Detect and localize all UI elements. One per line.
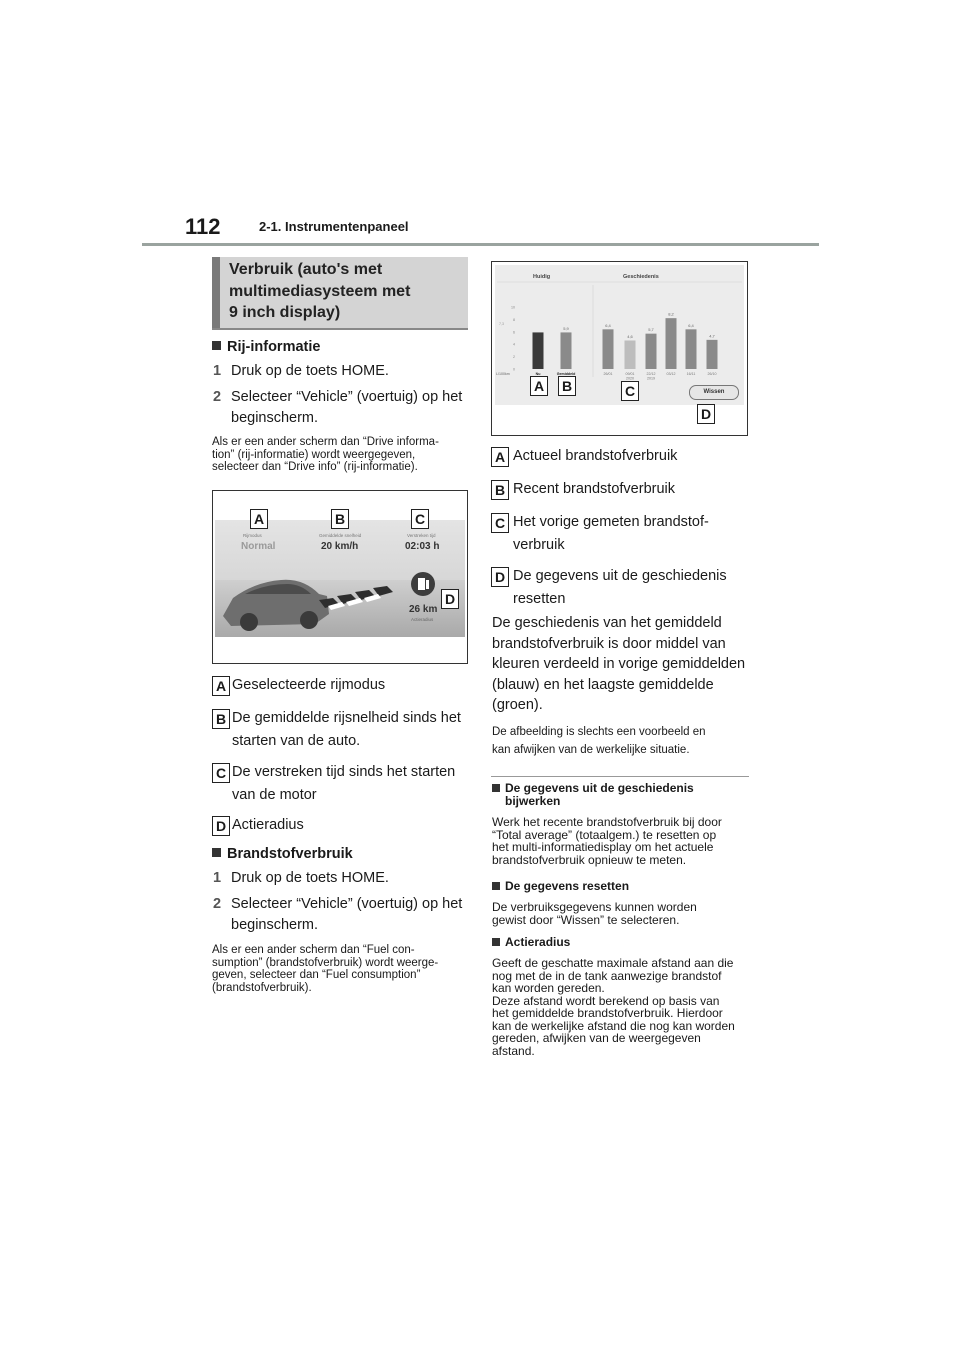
reset-text: De verbruiksgegevens kunnen worden gewist door “Wissen” te selecteren. bbox=[492, 900, 697, 927]
subheading-brandstofverbruik: Brandstofverbruik bbox=[212, 846, 353, 862]
label-badge-d: D bbox=[212, 816, 230, 836]
callout-a: A bbox=[250, 509, 268, 529]
bar-value-label: 6,4 bbox=[688, 322, 694, 328]
step-2: 2 Selecteer “Vehicle” (voertuig) op het bbox=[213, 389, 463, 405]
step-1: 1 Druk op de toets HOME. bbox=[213, 363, 389, 379]
unit-label: L/100km bbox=[496, 372, 510, 376]
subheading-rij-informatie: Rij-informatie bbox=[212, 339, 320, 355]
page-number: 112 bbox=[185, 214, 221, 239]
section-heading bbox=[212, 257, 468, 328]
subheading-reset: De gegevens resetten bbox=[492, 880, 629, 893]
range-text: Geeft de geschatte maximale afstand aan die nog met de in de tank aanwezige brandstof kan worden gereden. Deze afstand wordt berekend op basis van het gemiddelde brandstofverbruik. Hierdoor kan de werkelijke afstand die nog kan worden gereden, afwijken van de weergegeven afstand. bbox=[492, 956, 735, 1058]
mode-caption: Rijmodus bbox=[243, 533, 262, 538]
label-c-text: Het vorige gemeten brandstof- verbruik bbox=[513, 514, 709, 553]
bar bbox=[686, 329, 697, 369]
speed-value: 20 km/h bbox=[321, 541, 359, 552]
example-note: De afbeelding is slechts een voorbeeld en kan afwijken van de werkelijke situatie. bbox=[492, 726, 706, 756]
header-current: Huidig bbox=[533, 274, 551, 280]
avg-label: 7,3 bbox=[499, 322, 504, 327]
label-badge-a: A bbox=[491, 447, 509, 467]
note-text: Als er een ander scherm dan “Drive informa- tion” (rij-informatie) wordt weergegeven, selecteer dan “Drive info” (rij-informatie). bbox=[212, 436, 439, 473]
square-bullet-icon bbox=[212, 341, 221, 350]
x-tick-label: 2020 bbox=[626, 376, 634, 381]
square-bullet-icon bbox=[492, 938, 500, 946]
bar-value-label: 8,2 bbox=[668, 311, 674, 317]
step-2-cont: beginscherm. bbox=[231, 917, 319, 933]
label-d-text: De gegevens uit de geschiedenis resetten bbox=[513, 568, 727, 607]
label-badge-d: D bbox=[491, 567, 509, 587]
step-2: 2 Selecteer “Vehicle” (voertuig) op het bbox=[213, 896, 463, 912]
bar-value-label: 5,7 bbox=[648, 327, 654, 333]
label-c-text: De verstreken tijd sinds het starten van de motor bbox=[232, 764, 456, 803]
x-tick-label: 22/12 bbox=[646, 372, 656, 376]
label-a-text: Actueel brandstofverbruik bbox=[513, 448, 678, 464]
label-d-text: Actieradius bbox=[232, 817, 304, 833]
label-badge-c: C bbox=[212, 763, 230, 783]
heading-underline bbox=[212, 328, 468, 330]
bar bbox=[561, 332, 572, 369]
heading-line: 9 inch display) bbox=[229, 304, 341, 321]
label-a-text: Geselecteerde rijmodus bbox=[232, 677, 386, 693]
heading-line: multimediasysteem met bbox=[229, 282, 411, 300]
wissen-button[interactable]: Wissen bbox=[689, 385, 739, 400]
square-bullet-icon bbox=[492, 882, 500, 890]
label-badge-a: A bbox=[212, 676, 230, 696]
history-paragraph: De geschiedenis van het gemiddeld brandstofverbruik is door middel van kleuren verdeeld in vorige gemiddelden (blauw) en het laagste gemiddelde (groen). bbox=[492, 615, 746, 713]
bar bbox=[625, 340, 636, 369]
section-title: 2-1. Instrumentenpaneel bbox=[259, 219, 409, 234]
note-text: Als er een ander scherm dan “Fuel con- sumption” (brandstofverbruik) wordt weerge- geven, selecteer dan “Fuel consumption” (brandstofverbruik). bbox=[212, 944, 439, 994]
label-badge-b: B bbox=[212, 709, 230, 729]
bar bbox=[603, 329, 614, 369]
update-text: Werk het recente brandstofverbruik bij door “Total average” (totaalgem.) te resetten op het multi-informatiedisplay om het actuele brandstofverbruik opnieuw te meten. bbox=[492, 815, 722, 867]
x-tick-label: 26/01 bbox=[603, 372, 613, 376]
y-tick-label: 6 bbox=[513, 330, 515, 335]
x-tick-label: 16/11 bbox=[686, 372, 696, 376]
subheading-update: De gegevens uit de geschiedenis bijwerken bbox=[492, 782, 694, 808]
bar bbox=[533, 332, 544, 369]
callout-b: B bbox=[331, 509, 349, 529]
callout-b: B bbox=[558, 376, 576, 396]
x-tick-label: 26/10 bbox=[707, 372, 717, 376]
bar bbox=[707, 340, 718, 369]
heading-line: Verbruik (auto's met bbox=[229, 261, 383, 278]
bar-value-label: 5,9 bbox=[563, 325, 569, 331]
y-tick-label: 8 bbox=[513, 317, 515, 322]
y-tick-label: 10 bbox=[511, 305, 515, 310]
callout-d: D bbox=[697, 404, 715, 424]
time-value: 02:03 h bbox=[405, 541, 440, 552]
header-rule bbox=[142, 243, 819, 246]
label-b-text: Recent brandstofverbruik bbox=[513, 481, 675, 497]
time-caption: Verstreken tijd bbox=[407, 533, 436, 538]
step-1: 1 Druk op de toets HOME. bbox=[213, 870, 389, 886]
separator bbox=[491, 776, 749, 777]
drive-info-figure bbox=[212, 490, 468, 664]
x-tick-label: Gemiddeld bbox=[556, 372, 576, 376]
bar bbox=[666, 318, 677, 369]
callout-a: A bbox=[530, 376, 548, 396]
bar-value-label: 4,6 bbox=[627, 333, 633, 339]
header-history: Geschiedenis bbox=[623, 274, 659, 280]
bar-value-label: 6,4 bbox=[605, 322, 611, 328]
callout-c: C bbox=[621, 381, 639, 401]
range-value: 26 km bbox=[409, 604, 438, 615]
mode-value: Normal bbox=[241, 541, 276, 552]
label-badge-c: C bbox=[491, 513, 509, 533]
x-tick-label: 2019 bbox=[647, 376, 655, 381]
bar bbox=[646, 334, 657, 369]
x-tick-label: 03/12 bbox=[666, 372, 676, 376]
square-bullet-icon bbox=[492, 784, 500, 792]
subheading-range: Actieradius bbox=[492, 936, 570, 949]
label-badge-b: B bbox=[491, 480, 509, 500]
y-tick-label: 0 bbox=[513, 367, 515, 372]
step-2-cont: beginscherm. bbox=[231, 410, 319, 426]
label-b-text: De gemiddelde rijsnelheid sinds het starten van de auto. bbox=[232, 710, 461, 749]
fuel-consumption-figure bbox=[491, 261, 748, 436]
y-tick-label: 2 bbox=[513, 355, 515, 360]
callout-d: D bbox=[441, 589, 459, 609]
x-tick-label: Nu bbox=[535, 372, 541, 376]
range-caption: Actieradius bbox=[411, 617, 434, 622]
bar-value-label: 4,7 bbox=[709, 333, 715, 339]
speed-caption: Gemiddelde snelheid bbox=[319, 533, 362, 538]
y-tick-label: 4 bbox=[513, 342, 515, 347]
callout-c: C bbox=[411, 509, 429, 529]
drive-info-screen bbox=[215, 520, 465, 637]
x-tick-label: 09/01 bbox=[625, 372, 635, 376]
square-bullet-icon bbox=[212, 848, 221, 857]
